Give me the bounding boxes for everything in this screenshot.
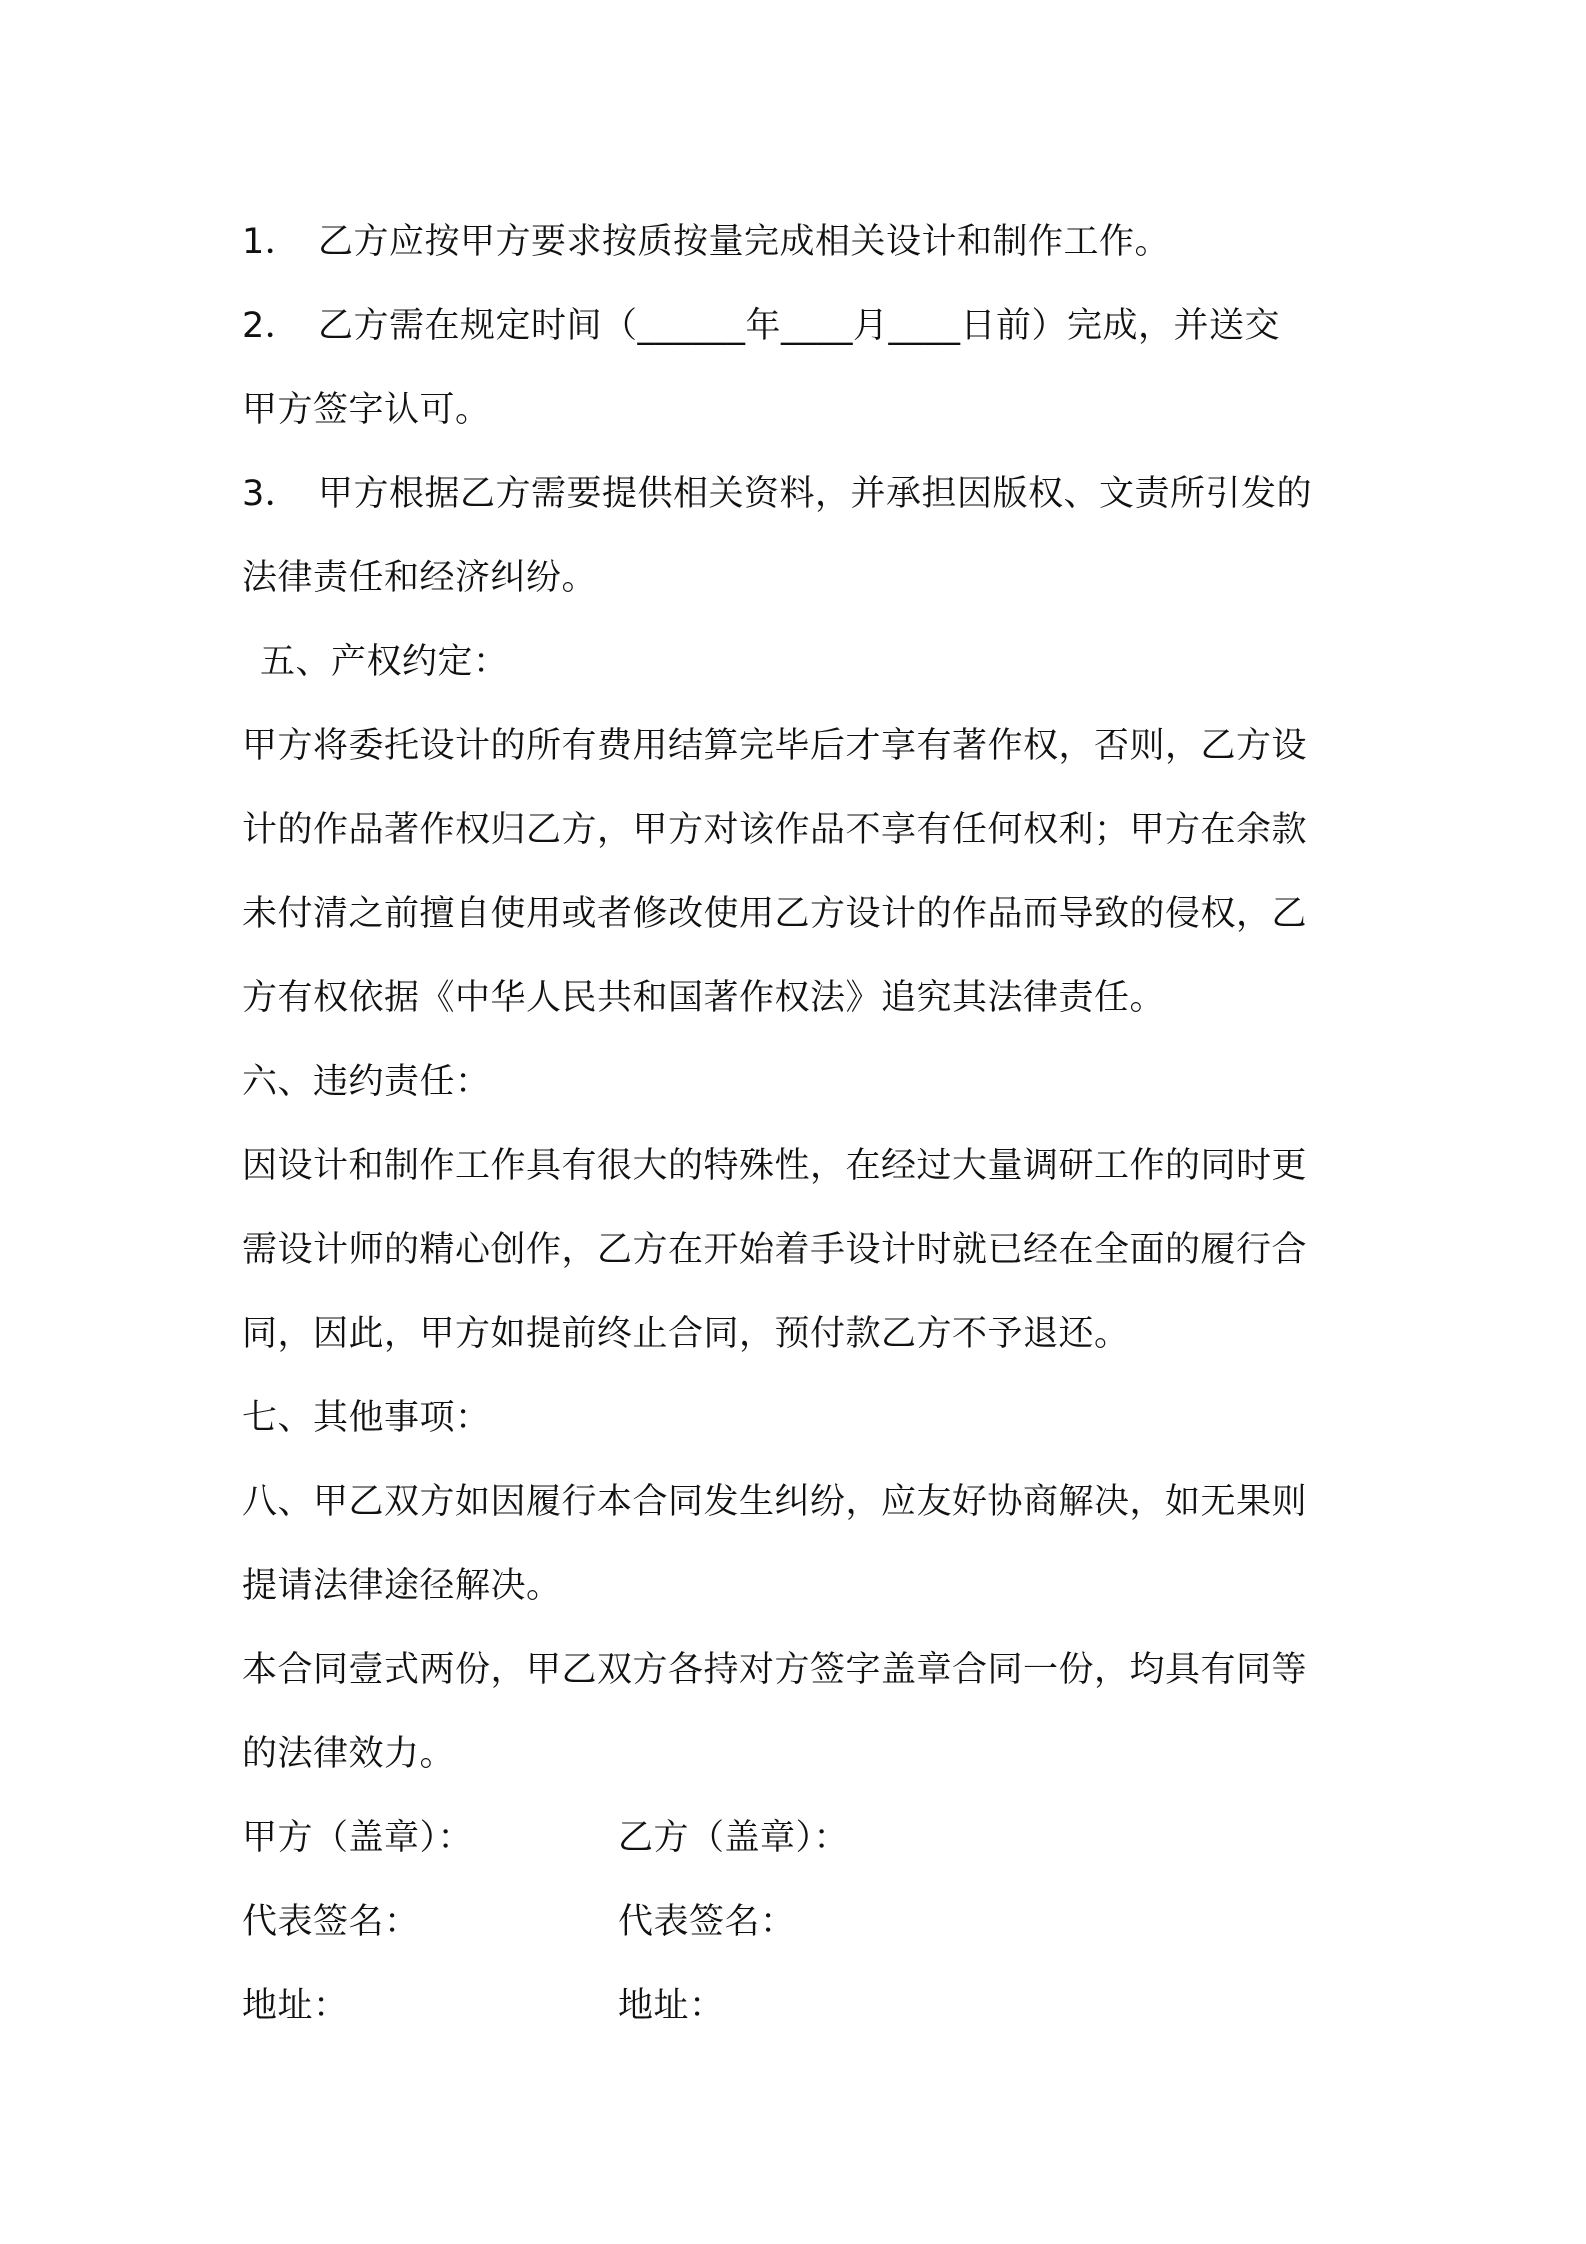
- clause-text: 乙方应按甲方要求按质按量完成相关设计和制作工作。: [318, 222, 1171, 262]
- clause-2-continuation: 甲方签字认可。: [242, 390, 491, 430]
- clause-number: 3．: [242, 474, 301, 514]
- party-b-representative-label: 代表签名：: [618, 1902, 796, 1942]
- section-5-line: 甲方将委托设计的所有费用结算完毕后才享有著作权，否则，乙方设: [242, 726, 1308, 766]
- section-8-line: 八、甲乙双方如因履行本合同发生纠纷，应友好协商解决，如无果则: [242, 1482, 1308, 1522]
- clause-2: [242, 284, 1362, 368]
- clause-number: 2．: [242, 306, 301, 346]
- section-6-line: 因设计和制作工作具有很大的特殊性，在经过大量调研工作的同时更: [242, 1146, 1308, 1186]
- closing-line: 的法律效力。: [242, 1734, 456, 1774]
- clause-1: [242, 200, 1362, 284]
- party-a-seal-label: 甲方（盖章）：: [242, 1818, 474, 1858]
- party-a-representative-label: 代表签名：: [242, 1902, 420, 1942]
- clause-text: 乙方需在规定时间（______年____月____日前）完成，并送交: [318, 306, 1281, 346]
- signature-seal-row: [242, 1796, 1362, 1880]
- section-7-heading: 七、其他事项：: [242, 1398, 491, 1438]
- section-6-line: 需设计师的精心创作，乙方在开始着手设计时就已经在全面的履行合: [242, 1230, 1308, 1270]
- clause-3-continuation: 法律责任和经济纠纷。: [242, 558, 598, 598]
- section-5-line: 未付清之前擅自使用或者修改使用乙方设计的作品而导致的侵权，乙: [242, 894, 1308, 934]
- section-5-heading: 五、产权约定：: [260, 642, 509, 682]
- closing-line: 本合同壹式两份，甲乙双方各持对方签字盖章合同一份，均具有同等: [242, 1650, 1308, 1690]
- signature-representative-row: [242, 1880, 1362, 1964]
- section-6-heading: 六、违约责任：: [242, 1062, 491, 1102]
- section-8-line: 提请法律途径解决。: [242, 1566, 562, 1606]
- party-a-address-label: 地址：: [242, 1986, 349, 2026]
- signature-address-row: [242, 1964, 1362, 2048]
- clause-3: [242, 452, 1362, 536]
- section-5-line: 方有权依据《中华人民共和国著作权法》追究其法律责任。: [242, 978, 1166, 1018]
- party-b-address-label: 地址：: [618, 1986, 725, 2026]
- party-b-seal-label: 乙方（盖章）：: [618, 1818, 850, 1858]
- clause-text: 甲方根据乙方需要提供相关资料，并承担因版权、文责所引发的: [318, 474, 1313, 514]
- contract-body: [242, 200, 1362, 2048]
- section-6-line: 同，因此，甲方如提前终止合同，预付款乙方不予退还。: [242, 1314, 1130, 1354]
- clause-number: 1．: [242, 222, 301, 262]
- section-5-line: 计的作品著作权归乙方，甲方对该作品不享有任何权利；甲方在余款: [242, 810, 1308, 850]
